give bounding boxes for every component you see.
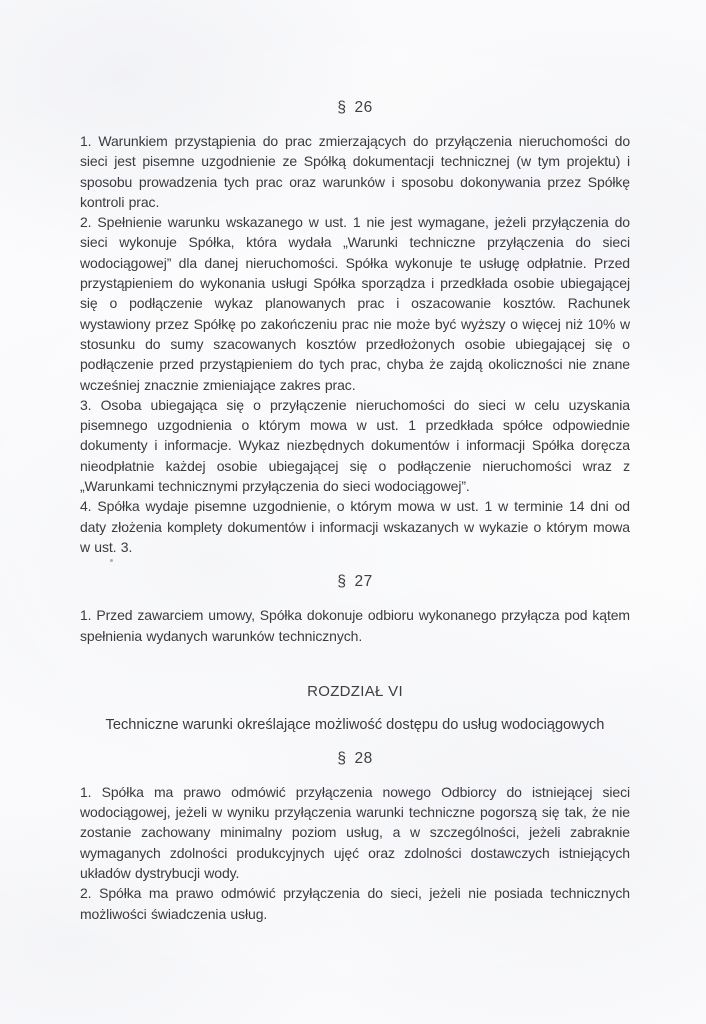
section-27-heading: § 27 bbox=[337, 573, 373, 591]
section-28-body bbox=[80, 782, 630, 924]
section-27-paragraph-1: 1. Przed zawarciem umowy, Spółka dokonuje odbioru wykonanego przyłącza pod kątem spełnienia wydanych warunków technicznych. bbox=[80, 607, 630, 644]
section-26-heading: § 26 bbox=[337, 99, 373, 116]
section-26-paragraph-2: 2. Spełnienie warunku wskazanego w ust. 1 nie jest wymagane, jeżeli przyłączenia do sieci wykonuje Spółka, która wydała „Warunki techniczne przyłączenia do sieci wodociągowej” dla danej nieruchomości. Spółka wykonuje te usługę odpłatnie. Przed przystąpieniem do wykonania usługi Spółka sporządza i przedkłada osobie ubiegającej się o podłączenie wykaz planowanych prac i oszacowanie kosztów. Rachunek wystawiony przez Spółkę po zakończeniu prac nie może być wyższy o więcej niż 10% w stosunku do sumy szacowanych kosztów przedłożonych osobie ubiegającej się o podłączenie przed przystąpieniem do tych prac, chyba że zajdą okoliczności nie znane wcześniej znacznie zmieniające zakres prac. bbox=[80, 214, 630, 393]
document-body bbox=[80, 0, 630, 924]
section-28-paragraph-2: 2. Spółka ma prawo odmówić przyłączenia do sieci, jeżeli nie posiada technicznych możliwości świadczenia usług. bbox=[80, 885, 630, 922]
section-26-paragraph-4: 4. Spółka wydaje pisemne uzgodnienie, o którym mowa w ust. 1 w terminie 14 dni od daty złożenia komplety dokumentów i informacji wskazanych w wykazie o którym mowa w ust. 3. bbox=[80, 498, 630, 555]
scan-speck bbox=[110, 559, 113, 562]
section-26-paragraph-1: 1. Warunkiem przystąpienia do prac zmierzających do przyłączenia nieruchomości do sieci jest pisemne uzgodnienie ze Spółką dokumentacji technicznej (w tym projektu) i sposobu prowadzenia tych prac oraz warunków i sposobu dokonywania przez Spółkę kontroli prac. bbox=[80, 133, 630, 210]
section-28-heading: § 28 bbox=[337, 749, 373, 767]
chapter-6-subtitle: Techniczne warunki określające możliwość dostępu do usług wodociągowych bbox=[105, 716, 605, 733]
chapter-6-heading: ROZDZIAŁ VI bbox=[307, 682, 403, 700]
section-26-body bbox=[80, 131, 630, 557]
section-27-body bbox=[80, 605, 630, 646]
section-26-paragraph-3: 3. Osoba ubiegająca się o przyłączenie nieruchomości do sieci w celu uzyskania pisemnego uzgodnienia o którym mowa w ust. 1 przedkłada spółce odpowiednie dokumenty i informacje. Wykaz niezbędnych dokumentów i informacji Spółka doręcza nieodpłatnie każdej osobie ubiegającej się o podłączenie nieruchomości wraz z „Warunkami technicznymi przyłączenia do sieci wodociągowej”. bbox=[80, 396, 630, 495]
section-28-paragraph-1: 1. Spółka ma prawo odmówić przyłączenia nowego Odbiorcy do istniejącej sieci wodociągowej, jeżeli w wyniku przyłączenia warunki techniczne pogorszą się tak, że nie zostanie zachowany minimalny poziom usług, a w szczególności, jeżeli zabraknie wymaganych zdolności produkcyjnych ujęć oraz zdolności dostawczych istniejących układów dystrybucji wody. bbox=[80, 783, 630, 882]
